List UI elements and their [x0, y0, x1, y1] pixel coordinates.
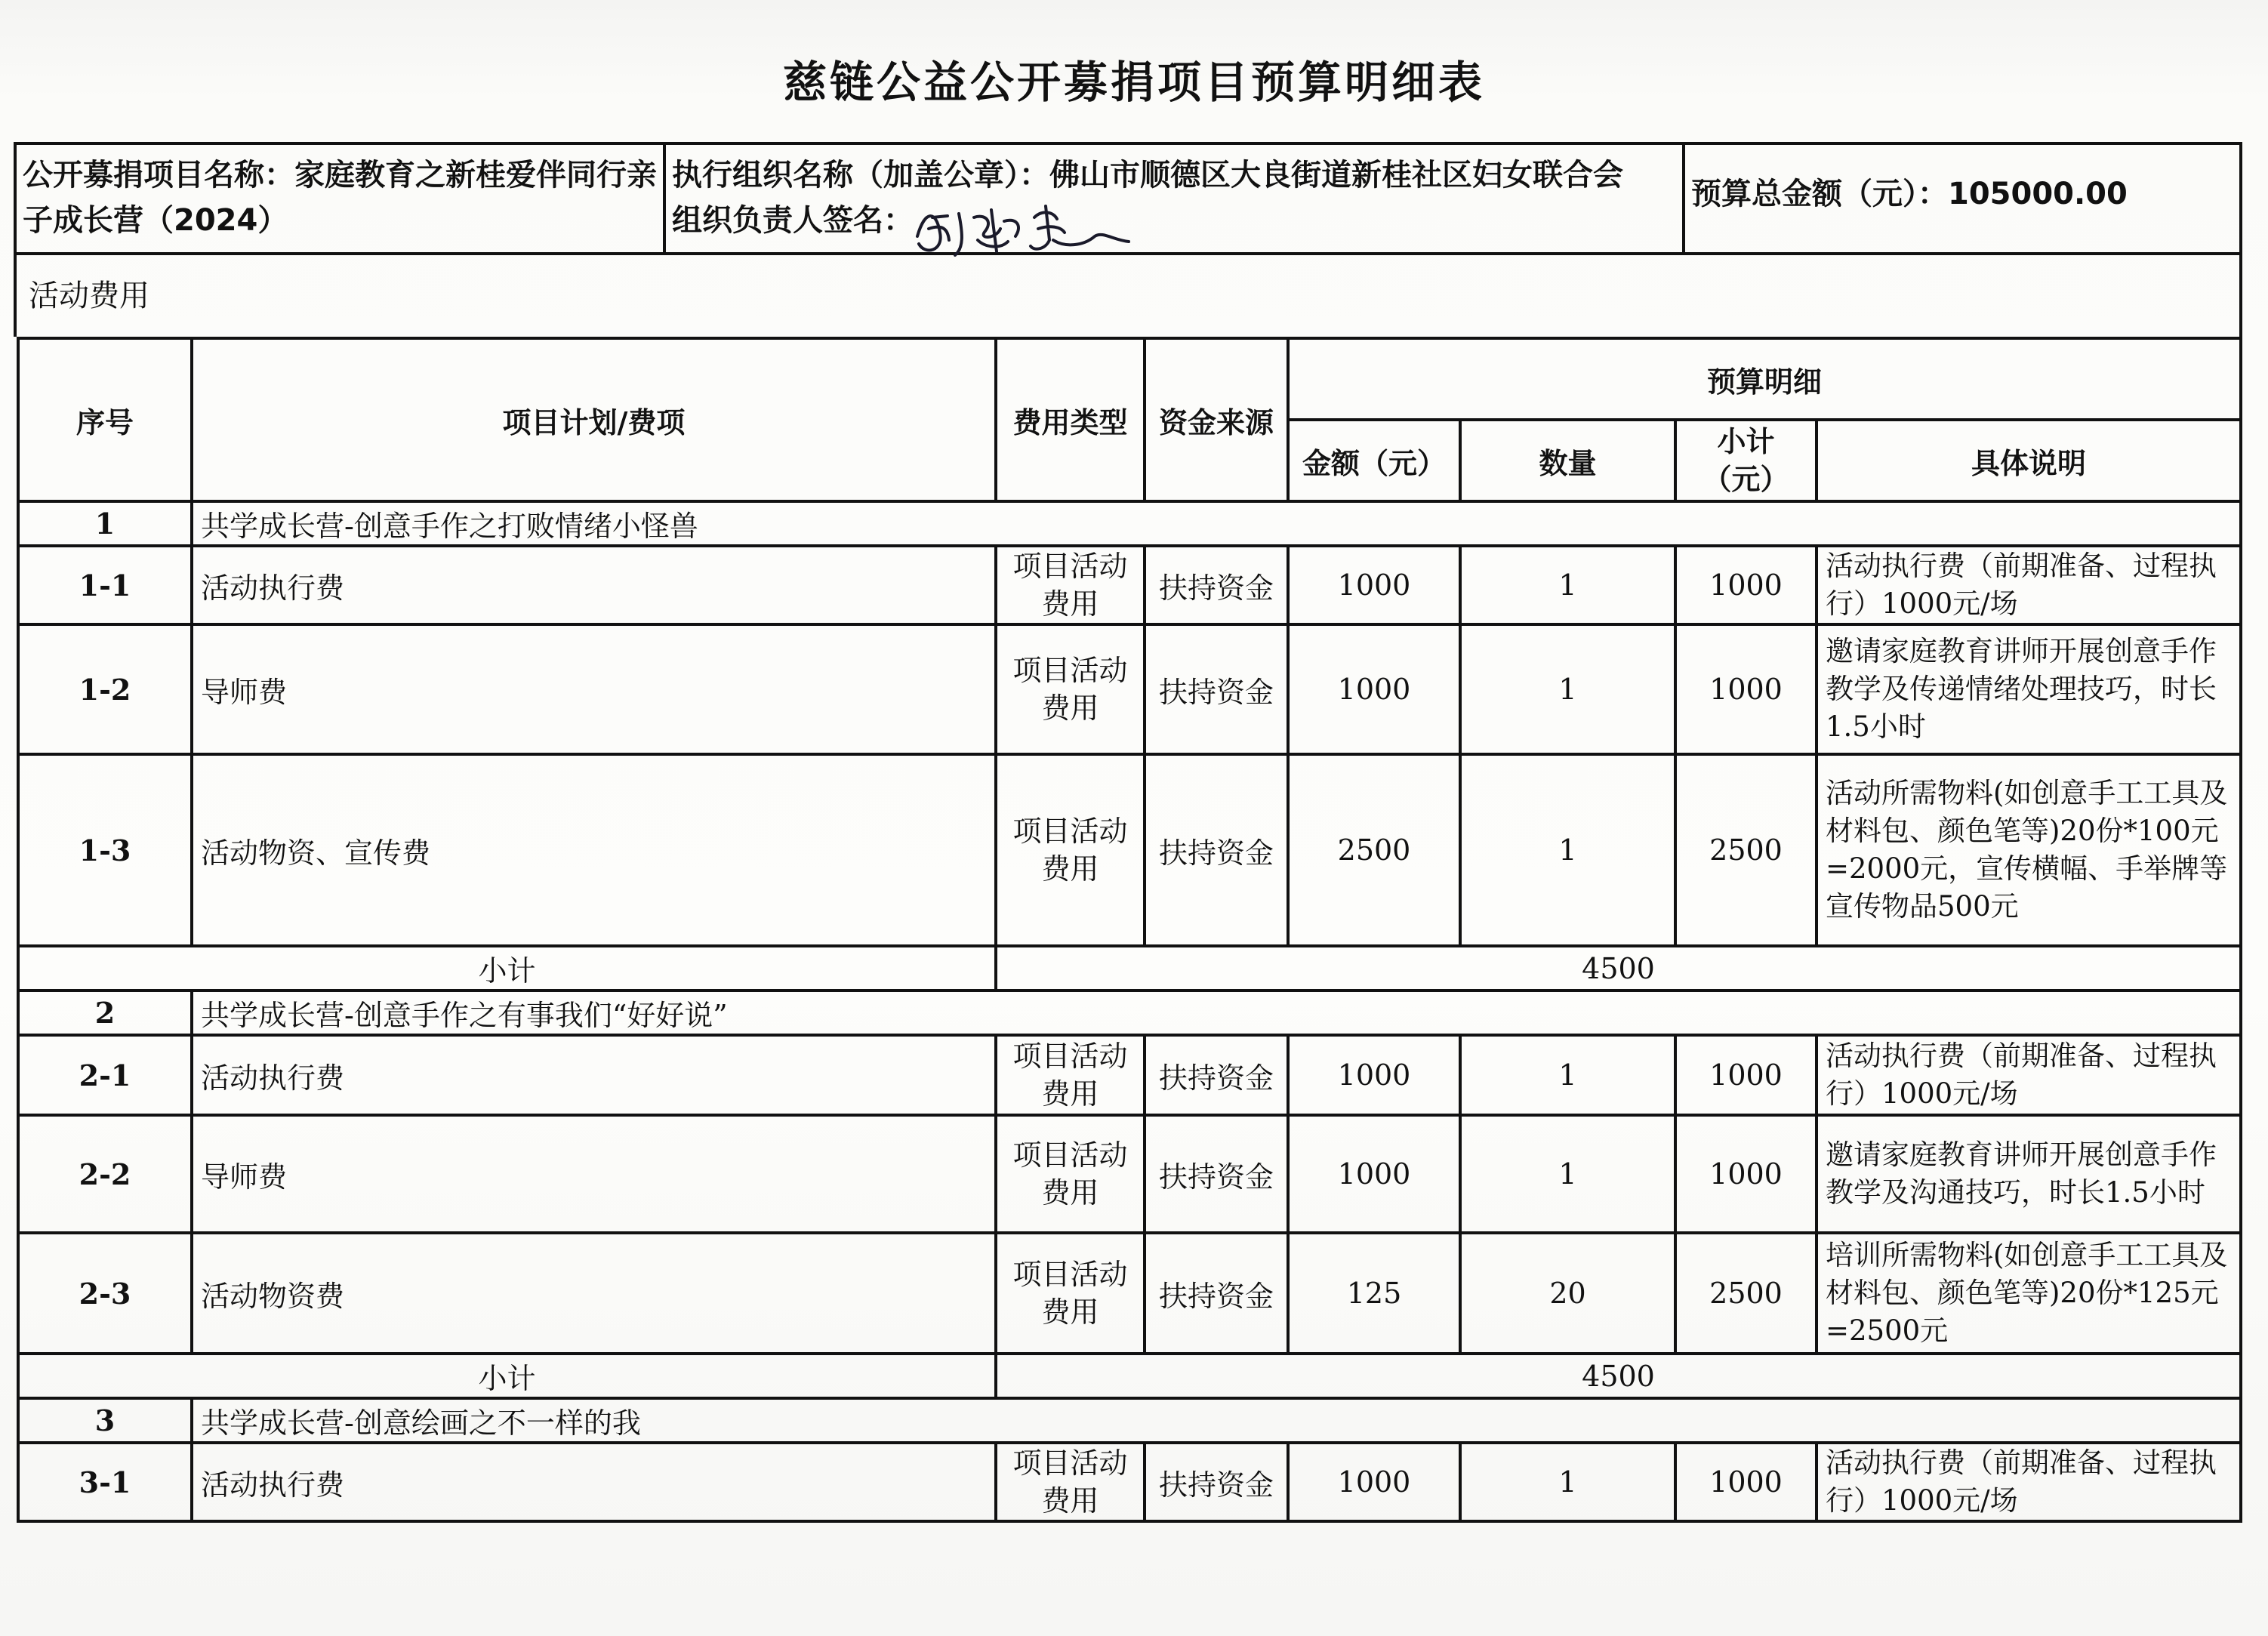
item-subtotal: 1000: [1675, 624, 1817, 754]
item-cost-type: 项目活动费用: [996, 754, 1145, 946]
col-header-qty: 数量: [1460, 420, 1675, 501]
item-desc: 活动执行费（前期准备、过程执行）1000元/场: [1817, 546, 2241, 624]
subtotal-value: 4500: [996, 1354, 2241, 1398]
item-subtotal: 2500: [1675, 754, 1817, 946]
budget-total: 预算总金额（元）：105000.00: [1691, 177, 2128, 211]
group-title: 共学成长营-创意手作之打败情绪小怪兽: [192, 501, 2241, 546]
table-row: [18, 754, 2241, 946]
group-title: 共学成长营-创意绘画之不一样的我: [192, 1398, 2241, 1443]
item-desc: 邀请家庭教育讲师开展创意手作教学及传递情绪处理技巧，时长1.5小时: [1817, 624, 2241, 754]
item-no: 1-2: [18, 624, 192, 754]
item-fund-source: 扶持资金: [1145, 1115, 1288, 1233]
item-desc: 邀请家庭教育讲师开展创意手作教学及沟通技巧，时长1.5小时: [1817, 1115, 2241, 1233]
table-row: [18, 624, 2241, 754]
item-qty: 1: [1460, 1443, 1675, 1521]
table-header-row: [18, 338, 2241, 420]
item-subtotal: 1000: [1675, 1035, 1817, 1115]
item-amount: 125: [1288, 1233, 1460, 1354]
budget-total-cell: [1685, 145, 2239, 252]
col-header-subtotal-line2: （元）: [1703, 462, 1789, 496]
item-no: 1-1: [18, 546, 192, 624]
group-no: 3: [18, 1398, 192, 1443]
col-header-cost-type: 费用类型: [996, 338, 1145, 501]
organization-name: 执行组织名称（加盖公章）：佛山市顺德区大良街道新桂社区妇女联合会: [672, 158, 1623, 193]
table-row: [18, 546, 2241, 624]
table-row: [18, 1233, 2241, 1354]
handwritten-signature: [902, 195, 1144, 263]
col-header-budget-detail: 预算明细: [1288, 338, 2241, 420]
item-subtotal: 1000: [1675, 1443, 1817, 1521]
item-name: 导师费: [192, 624, 996, 754]
item-cost-type: 项目活动费用: [996, 1035, 1145, 1115]
table-row: [18, 1115, 2241, 1233]
item-qty: 1: [1460, 754, 1675, 946]
item-no: 2-3: [18, 1233, 192, 1354]
item-amount: 1000: [1288, 1443, 1460, 1521]
item-desc: 活动执行费（前期准备、过程执行）1000元/场: [1817, 1443, 2241, 1521]
item-cost-type: 项目活动费用: [996, 624, 1145, 754]
item-subtotal: 2500: [1675, 1233, 1817, 1354]
item-qty: 1: [1460, 1035, 1675, 1115]
item-desc: 活动所需物料(如创意手工工具及材料包、颜色笔等)20份*100元=2000元，宣传横幅、手举牌等宣传物品500元: [1817, 754, 2241, 946]
item-fund-source: 扶持资金: [1145, 624, 1288, 754]
subtotal-row: [18, 1354, 2241, 1398]
col-header-amount: 金额（元）: [1288, 420, 1460, 501]
item-amount: 1000: [1288, 1035, 1460, 1115]
item-name: 活动执行费: [192, 1443, 996, 1521]
col-header-subtotal-line1: 小计: [1717, 424, 1775, 458]
item-cost-type: 项目活动费用: [996, 1443, 1145, 1521]
organization-cell: [666, 145, 1685, 252]
item-cost-type: 项目活动费用: [996, 546, 1145, 624]
col-header-desc: 具体说明: [1817, 420, 2241, 501]
item-no: 2-1: [18, 1035, 192, 1115]
group-no: 2: [18, 991, 192, 1035]
col-header-no: 序号: [18, 338, 192, 501]
page-title: 慈链公益公开募捐项目预算明细表: [782, 57, 1485, 108]
group-title: 共学成长营-创意手作之有事我们“好好说”: [192, 991, 2241, 1035]
subtotal-label: 小计: [18, 946, 996, 991]
item-amount: 2500: [1288, 754, 1460, 946]
col-header-fund-source: 资金来源: [1145, 338, 1288, 501]
item-subtotal: 1000: [1675, 546, 1817, 624]
col-header-plan: 项目计划/费项: [192, 338, 996, 501]
item-name: 活动执行费: [192, 1035, 996, 1115]
item-no: 1-3: [18, 754, 192, 946]
item-desc: 活动执行费（前期准备、过程执行）1000元/场: [1817, 1035, 2241, 1115]
budget-table: [17, 337, 2242, 1523]
col-header-subtotal: [1675, 420, 1817, 501]
item-amount: 1000: [1288, 624, 1460, 754]
item-fund-source: 扶持资金: [1145, 1233, 1288, 1354]
item-fund-source: 扶持资金: [1145, 1035, 1288, 1115]
item-name: 活动物资费: [192, 1233, 996, 1354]
item-subtotal: 1000: [1675, 1115, 1817, 1233]
item-amount: 1000: [1288, 1115, 1460, 1233]
project-name: 公开募捐项目名称：家庭教育之新桂爱伴同行亲子成长营（2024）: [23, 158, 657, 238]
item-fund-source: 扶持资金: [1145, 1443, 1288, 1521]
section-activity-expenses: 活动费用: [14, 255, 2242, 337]
group-row: [18, 1398, 2241, 1443]
item-qty: 1: [1460, 546, 1675, 624]
item-no: 3-1: [18, 1443, 192, 1521]
item-qty: 20: [1460, 1233, 1675, 1354]
item-desc: 培训所需物料(如创意手工工具及材料包、颜色笔等)20份*125元=2500元: [1817, 1233, 2241, 1354]
item-qty: 1: [1460, 624, 1675, 754]
group-row: [18, 991, 2241, 1035]
project-name-cell: [17, 145, 666, 252]
item-no: 2-2: [18, 1115, 192, 1233]
item-name: 导师费: [192, 1115, 996, 1233]
item-name: 活动物资、宣传费: [192, 754, 996, 946]
subtotal-label: 小计: [18, 1354, 996, 1398]
item-qty: 1: [1460, 1115, 1675, 1233]
group-row: [18, 501, 2241, 546]
item-name: 活动执行费: [192, 546, 996, 624]
leader-signature-label: 组织负责人签名：: [672, 203, 914, 238]
item-fund-source: 扶持资金: [1145, 754, 1288, 946]
item-fund-source: 扶持资金: [1145, 546, 1288, 624]
item-amount: 1000: [1288, 546, 1460, 624]
group-no: 1: [18, 501, 192, 546]
table-row: [18, 1035, 2241, 1115]
item-cost-type: 项目活动费用: [996, 1233, 1145, 1354]
subtotal-row: [18, 946, 2241, 991]
item-cost-type: 项目活动费用: [996, 1115, 1145, 1233]
table-row: [18, 1443, 2241, 1521]
subtotal-value: 4500: [996, 946, 2241, 991]
